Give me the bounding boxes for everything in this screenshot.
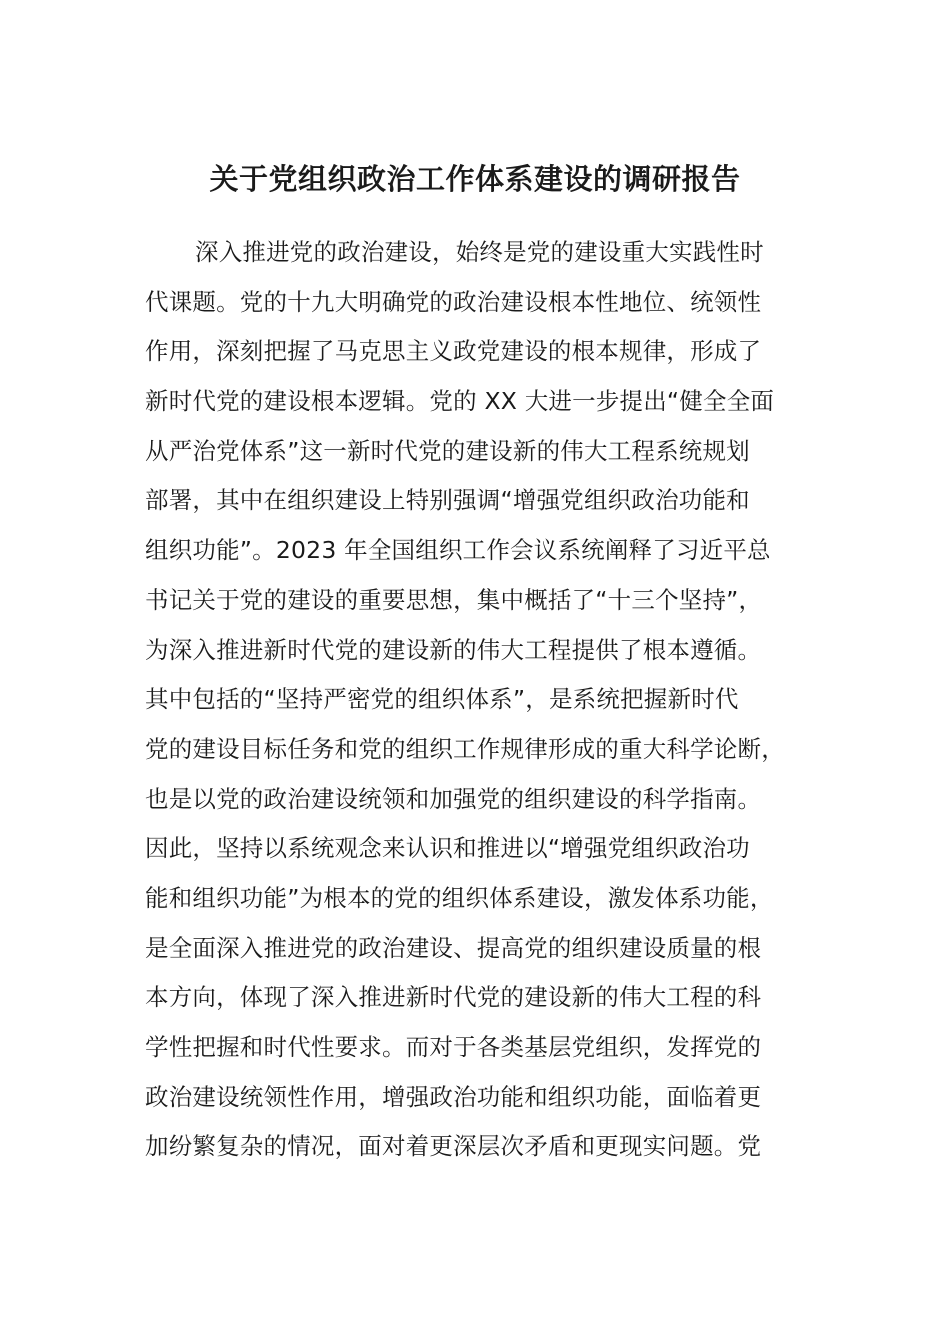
text-line: 其中包括的“坚持严密党的组织体系”，是系统把握新时代 [145, 685, 739, 714]
text-line: 是全面深入推进党的政治建设、提高党的组织建设质量的根 [145, 933, 762, 962]
text-line: 学性把握和时代性要求。而对于各类基层党组织，发挥党的 [145, 1033, 762, 1061]
document-title: 关于党组织政治工作体系建设的调研报告 [209, 162, 741, 196]
text-line: 为深入推进新时代党的建设新的伟大工程提供了根本遵循。 [145, 635, 762, 664]
text-line: 党的建设目标任务和党的组织工作规律形成的重大科学论断， [145, 734, 785, 763]
text-line: 部署，其中在组织建设上特别强调“增强党组织政治功能和 [145, 486, 750, 515]
text-line: 代课题。党的十九大明确党的政治建设根本性地位、统领性 [145, 287, 762, 316]
text-line: 书记关于党的建设的重要思想，集中概括了“十三个坚持”， [145, 585, 763, 614]
text-line: 从严治党体系”这一新时代党的建设新的伟大工程系统规划 [145, 436, 750, 465]
text-line: 能和组织功能”为根本的党的组织体系建设，激发体系功能， [145, 883, 774, 912]
text-line: 作用，深刻把握了马克思主义政党建设的根本规律，形成了 [145, 337, 762, 366]
text-line: 深入推进党的政治建设，始终是党的建设重大实践性时 [195, 238, 764, 266]
text-line: 也是以党的政治建设统领和加强党的组织建设的科学指南。 [145, 784, 762, 813]
text-line: 加纷繁复杂的情况，面对着更深层次矛盾和更现实问题。党 [145, 1132, 762, 1161]
text-line: 政治建设统领性作用，增强政治功能和组织功能，面临着更 [145, 1082, 762, 1111]
text-line: 新时代党的建设根本逻辑。党的 XX 大进一步提出“健全全面 [145, 387, 775, 416]
body-paragraph [145, 228, 810, 1172]
text-line: 组织功能”。2023 年全国组织工作会议系统阐释了习近平总 [145, 536, 771, 565]
text-line: 因此，坚持以系统观念来认识和推进以“增强党组织政治功 [145, 834, 750, 863]
text-line: 本方向，体现了深入推进新时代党的建设新的伟大工程的科 [145, 983, 762, 1012]
